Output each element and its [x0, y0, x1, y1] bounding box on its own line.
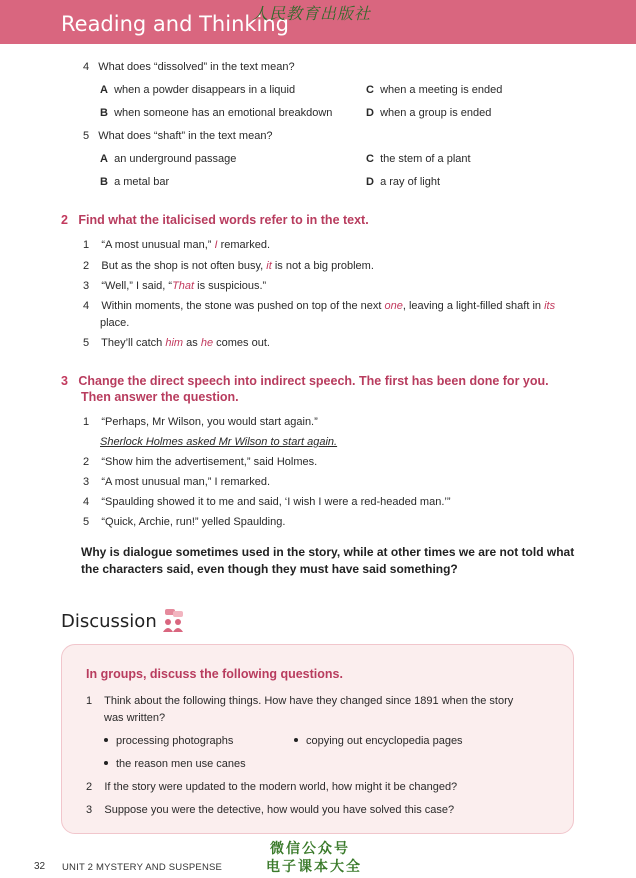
question-number: 4	[83, 61, 90, 73]
option-text: a metal bar	[114, 176, 170, 188]
wechat-watermark-line2: 电子课本大全	[266, 859, 362, 875]
item-text: remarked.	[217, 239, 271, 251]
item-text: But as the shop is not often busy,	[101, 260, 267, 272]
option-text: when someone has an emotional breakdown	[114, 107, 333, 119]
item-number: 3	[83, 280, 90, 292]
option-letter: A	[100, 153, 108, 165]
item-text: , leaving a light-filled shaft in	[402, 300, 545, 312]
bullet-icon	[104, 738, 108, 742]
exercise-2-item-continuation: place.	[100, 317, 130, 329]
option-d	[366, 107, 491, 119]
bullet-text: copying out encyclopedia pages	[306, 735, 463, 747]
item-text: Suppose you were the detective, how would you have solved this case?	[104, 804, 455, 816]
discussion-question-1	[86, 695, 513, 707]
italic-word: its	[544, 300, 556, 312]
item-number: 1	[83, 416, 90, 428]
exercise-3-item	[83, 496, 451, 508]
discussion-title: Discussion	[61, 611, 157, 632]
item-text: is suspicious.”	[194, 280, 267, 292]
exercise-number: 3	[61, 374, 68, 388]
item-text: “A most unusual man,”	[101, 239, 215, 251]
item-text: as	[183, 337, 201, 349]
exercise-3-heading	[61, 374, 549, 388]
option-letter: D	[366, 107, 374, 119]
item-text: They’ll catch	[101, 337, 166, 349]
exercise-2-item	[83, 300, 555, 312]
option-letter: C	[366, 84, 374, 96]
discussion-question-3	[86, 804, 454, 816]
example-answer: Sherlock Holmes asked Mr Wilson to start again.	[100, 436, 338, 448]
item-number: 5	[83, 516, 90, 528]
item-text: Think about the following things. How have they changed since 1891 when the story	[104, 695, 514, 707]
option-c	[366, 84, 502, 96]
question-text: What does “shaft” in the text mean?	[98, 130, 273, 142]
option-b	[100, 176, 169, 188]
item-number: 1	[83, 239, 90, 251]
item-number: 4	[83, 496, 90, 508]
bullet-icon	[294, 738, 298, 742]
option-text: the stem of a plant	[380, 153, 471, 165]
italic-word: That	[172, 280, 195, 292]
exercise-2-item	[83, 280, 266, 292]
unit-label: UNIT 2 MYSTERY AND SUSPENSE	[62, 862, 223, 873]
group-discussion-icon	[160, 608, 188, 639]
exercise-3-item	[83, 516, 285, 528]
question-number: 5	[83, 130, 90, 142]
italic-word: one	[384, 300, 403, 312]
page-number: 32	[34, 861, 46, 872]
item-number: 5	[83, 337, 90, 349]
question-text: What does “dissolved” in the text mean?	[98, 61, 295, 73]
header-bar	[0, 0, 636, 44]
option-a	[100, 153, 236, 165]
bullet-icon	[104, 761, 108, 765]
exercise-instruction: Change the direct speech into indirect speech. The first has been done for you.	[78, 374, 549, 388]
discussion-instruction: In groups, discuss the following questions.	[86, 667, 343, 681]
exercise-2-item	[83, 260, 374, 272]
exercise-3-item	[83, 456, 317, 468]
item-text: is not a big problem.	[271, 260, 374, 272]
option-text: an underground passage	[114, 153, 237, 165]
exercise-2-item	[83, 337, 270, 349]
italic-word: he	[200, 337, 214, 349]
item-number: 4	[83, 300, 90, 312]
item-text: “Show him the advertisement,” said Holmes.	[101, 456, 318, 468]
item-text: “Well,” I said, “	[101, 280, 173, 292]
exercise-2-heading	[61, 213, 369, 227]
option-text: when a meeting is ended	[380, 84, 503, 96]
option-letter: D	[366, 176, 374, 188]
bullet-item	[104, 735, 233, 747]
question-5	[83, 130, 273, 142]
bullet-item	[104, 758, 246, 770]
publisher-watermark: 人民教育出版社	[252, 4, 372, 23]
discussion-question-2	[86, 781, 457, 793]
option-text: when a powder disappears in a liquid	[114, 84, 296, 96]
option-text: a ray of light	[380, 176, 440, 188]
option-letter: C	[366, 153, 374, 165]
option-letter: B	[100, 107, 108, 119]
option-letter: B	[100, 176, 108, 188]
wechat-watermark-line1: 微信公众号	[270, 841, 350, 857]
item-text: comes out.	[213, 337, 270, 349]
exercise-number: 2	[61, 213, 68, 227]
item-text: “Quick, Archie, run!” yelled Spaulding.	[101, 516, 286, 528]
option-c	[366, 153, 471, 165]
item-number: 2	[83, 456, 90, 468]
exercise-3-item	[83, 476, 270, 488]
item-number: 3	[83, 476, 90, 488]
item-text: If the story were updated to the modern world, how might it be changed?	[104, 781, 458, 793]
item-number: 2	[83, 260, 90, 272]
exercise-3-item	[83, 416, 318, 428]
item-text: “Spaulding showed it to me and said, ‘I wish I were a red-headed man.’”	[101, 496, 451, 508]
exercise-instruction: Find what the italicised words refer to in the text.	[78, 213, 369, 227]
option-text: when a group is ended	[380, 107, 492, 119]
item-text: Within moments, the stone was pushed on top of the next	[101, 300, 385, 312]
question-4	[83, 61, 295, 73]
option-letter: A	[100, 84, 108, 96]
bullet-item	[294, 735, 463, 747]
section-title: Reading and Thinking	[61, 12, 290, 36]
option-d	[366, 176, 440, 188]
item-number: 2	[86, 781, 93, 793]
item-number: 3	[86, 804, 93, 816]
italic-word: I	[214, 239, 218, 251]
exercise-3-heading-line2: Then answer the question.	[81, 390, 239, 404]
italic-word: it	[266, 260, 272, 272]
option-b	[100, 107, 332, 119]
item-text: “Perhaps, Mr Wilson, you would start again.”	[101, 416, 318, 428]
item-text: “A most unusual man,” I remarked.	[101, 476, 271, 488]
item-number: 1	[86, 695, 93, 707]
italic-word: him	[165, 337, 184, 349]
bullet-text: processing photographs	[116, 735, 234, 747]
discussion-question-1-continuation: was written?	[104, 712, 166, 724]
option-a	[100, 84, 295, 96]
exercise-2-item	[83, 239, 270, 251]
bullet-text: the reason men use canes	[116, 758, 246, 770]
follow-up-question: Why is dialogue sometimes used in the story, while at other times we are not told what the characters said, even though they must have said something?	[81, 545, 575, 576]
